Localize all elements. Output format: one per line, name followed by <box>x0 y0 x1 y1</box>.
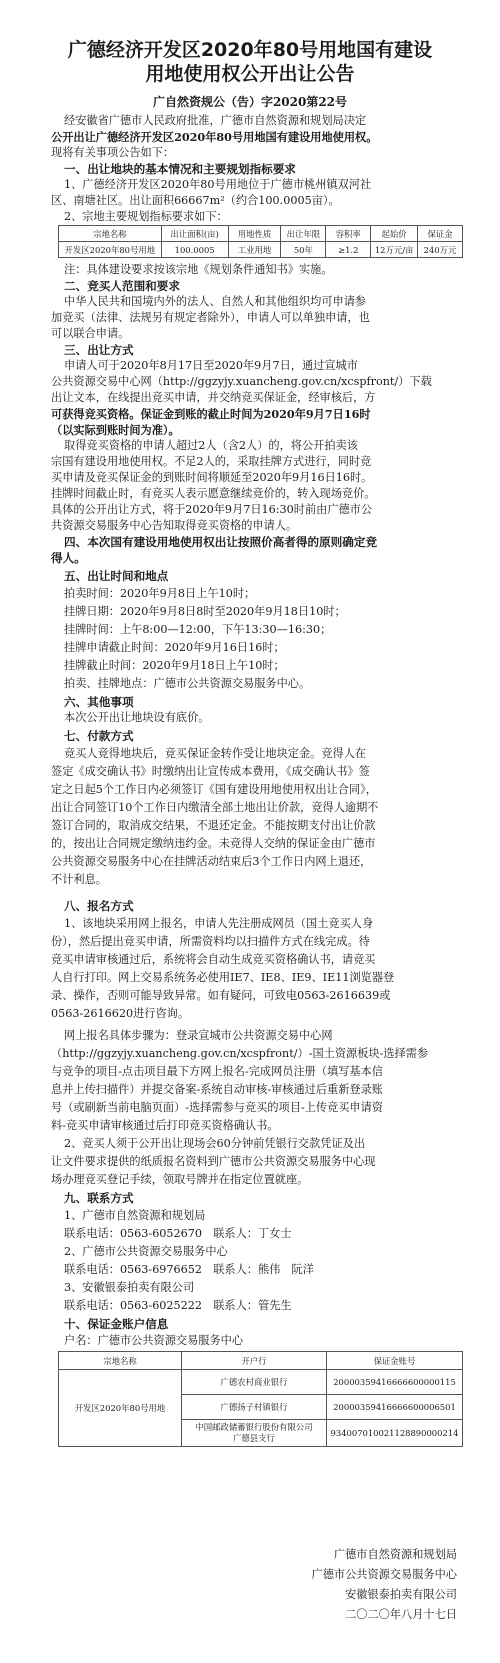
table-header-cell: 宗地名称 <box>59 226 162 242</box>
intro-line: 现将有关事项公告如下： <box>51 146 175 159</box>
section-3-text: 宗国有建设用地使用权。不足2人的，采取挂牌方式进行，同时竞 <box>51 455 372 468</box>
section-8-text: 让文件要求提供的纸质报名资料到广德市公共资源交易服务中心现 <box>51 1155 376 1168</box>
section-3-text: 取得竞买资格的申请人超过2人（含2人）的，将公开拍卖该 <box>64 439 358 452</box>
schedule-item: 挂牌日期：2020年9月8日8时至2020年9月18日10时； <box>64 605 346 618</box>
date-line: 二〇二〇年八月十七日 <box>345 1608 457 1621</box>
table-header-cell: 开户行 <box>182 1352 327 1370</box>
section-10-heading: 十、保证金账户信息 <box>64 1317 169 1331</box>
section-7-text: 签订合同的，取消成交结果，不退还定金。不能按期支付出让价款 <box>51 819 376 832</box>
table-header-cell: 容积率 <box>326 226 371 242</box>
table-cell: 开发区2020年80号用地 <box>59 242 162 258</box>
contact-org: 3、安徽银泰拍卖有限公司 <box>64 1281 195 1294</box>
section-3-text: 挂牌时间截止时，有竞买人表示愿意继续竞价的，转入现场竞价。 <box>51 487 376 500</box>
account-number-cell: 20000359416666600000115 <box>327 1370 463 1395</box>
bank-name-line: 广德县支行 <box>233 1433 275 1443</box>
section-8-text: 竞买申请审核通过后，系统将会自动生成竞买资格确认书，请竞买 <box>51 953 376 966</box>
section-2-text: 可以联合申请。 <box>51 327 130 340</box>
contact-phone: 联系电话：0563-6976652 联系人：熊伟 阮洋 <box>64 1263 314 1276</box>
section-7-text: 竞买人竞得地块后，竞买保证金转作受让地块定金。竞得人在 <box>64 747 367 760</box>
table-header-row <box>59 226 463 242</box>
section-7-heading: 七、付款方式 <box>64 729 134 743</box>
schedule-item: 挂牌申请截止时间：2020年9月16日16时； <box>64 641 285 654</box>
section-8-text: 2、竞买人须于公开出让现场会60分钟前凭银行交款凭证及出 <box>64 1137 366 1150</box>
section-2-heading: 二、竞买人范围和要求 <box>64 279 180 293</box>
section-3-heading: 三、出让方式 <box>64 343 134 357</box>
table-header-cell: 出让年限 <box>281 226 326 242</box>
planning-indicator-table <box>58 225 463 258</box>
section-3-text: 买申请及竞买保证金的到账时间将顺延至2020年9月16日16时。 <box>51 471 373 484</box>
section-9-heading: 九、联系方式 <box>64 1191 134 1205</box>
section-6-text: 本次公开出让地块设有底价。 <box>64 711 210 724</box>
schedule-item: 拍卖时间：2020年9月8日上午10时； <box>64 587 256 600</box>
section-1-text: 2、宗地主要规划指标要求如下： <box>64 210 228 223</box>
section-8-text: 息并上传扫描件）并提交备案-系统自动审核-审核通过后重新登录账 <box>51 1083 383 1096</box>
section-3-text: 出让文本，在线提出竞买申请，并交纳竞买保证金，经审核后，方 <box>51 391 376 404</box>
section-7-text: 不计利息。 <box>51 873 107 886</box>
section-8-heading: 八、报名方式 <box>64 899 134 913</box>
section-8-text: 号（或刷新当前电脑页面）-选择需参与竞买的项目-上传竞买申请资 <box>51 1101 383 1114</box>
section-8-text: 人自行打印。网上交易系统务必使用IE7、IE8、IE9、IE11浏览器登 <box>51 971 395 984</box>
contact-phone: 联系电话：0563-6052670 联系人：丁女士 <box>64 1227 292 1240</box>
table-cell: 工业用地 <box>228 242 281 258</box>
bank-cell: 广德扬子村镇银行 <box>182 1395 327 1420</box>
section-2-text: 加竞买（法律、法规另有规定者除外），申请人可以单独申请，也 <box>51 311 370 324</box>
section-8-text: 0563-2616620进行咨询。 <box>51 1007 190 1020</box>
account-name: 户名：广德市公共资源交易服务中心 <box>64 1334 244 1347</box>
table-row <box>59 242 463 258</box>
page-title-line-2: 用地使用权公开出让公告 <box>145 63 355 85</box>
signature-line: 安徽银泰拍卖有限公司 <box>345 1588 457 1601</box>
table-header-row <box>59 1352 463 1370</box>
section-3-text: 公共资源交易中心网（http://ggzyjy.xuancheng.gov.cn/xcspfront/）下载 <box>51 375 432 388</box>
section-1-text: 区、南塘社区。出让面积66667m²（约合100.0005亩）。 <box>51 194 340 207</box>
table-row <box>59 1370 463 1395</box>
section-7-text: 定之日起5个工作日内必须签订《国有建设用地使用权出让合同》， <box>51 783 377 796</box>
section-8-text: 份），然后提出竞买申请，所需资料均以扫描件方式在线完成。待 <box>51 935 370 948</box>
table-header-cell: 宗地名称 <box>59 1352 182 1370</box>
signature-line: 广德市公共资源交易服务中心 <box>311 1568 457 1581</box>
account-number-cell: 934007010021128890000214 <box>327 1420 463 1447</box>
table-cell: 240万元 <box>418 242 463 258</box>
schedule-item: 拍卖、挂牌地点：广德市公共资源交易服务中心。 <box>64 677 311 690</box>
contact-org: 1、广德市自然资源和规划局 <box>64 1209 206 1222</box>
table-header-cell: 起始价 <box>371 226 418 242</box>
section-1-text: 1、广德经济开发区2020年80号用地位于广德市桃州镇双河社 <box>64 178 372 191</box>
table-cell: 100.0005 <box>161 242 228 258</box>
table-header-cell: 用地性质 <box>228 226 281 242</box>
section-8-text: 料-竞买申请审核通过后打印竞买资格确认书。 <box>51 1119 279 1132</box>
section-7-text: 公共资源交易服务中心在挂牌活动结束后3个工作日内网上退还， <box>51 855 372 868</box>
signature-line: 广德市自然资源和规划局 <box>333 1548 457 1561</box>
section-8-text: （http://ggzyjy.xuancheng.gov.cn/xcspfront/）-国土资源板块-选择需参 <box>51 1047 429 1060</box>
intro-line: 公开出让广德经济开发区2020年80号用地国有建设用地使用权。 <box>51 130 378 144</box>
intro-line: 经安徽省广德市人民政府批准，广德市自然资源和规划局决定 <box>64 114 367 127</box>
section-7-text: 的，按出让合同规定缴纳违约金。未竞得人交纳的保证金由广德市 <box>51 837 376 850</box>
deposit-account-table <box>58 1351 463 1447</box>
section-7-text: 签定《成交确认书》时缴纳出让宣传成本费用，《成交确认书》签 <box>51 765 370 778</box>
section-1-heading: 一、出让地块的基本情况和主要规划指标要求 <box>64 162 296 176</box>
document-number: 广自然资规公（告）字2020第22号 <box>152 95 348 109</box>
section-2-text: 中华人民共和国境内外的法人、自然人和其他组织均可申请参 <box>64 295 367 308</box>
table-header-cell: 保证金 <box>418 226 463 242</box>
section-4-heading: 四、本次国有建设用地使用权出让按照价高者得的原则确定竞 <box>64 535 378 549</box>
section-3-text: 共资源交易服务中心告知取得竞买资格的申请人。 <box>51 519 298 532</box>
section-8-text: 网上报名具体步骤为：登录宣城市公共资源交易中心网 <box>64 1029 333 1042</box>
table-header-cell: 出让面积(亩) <box>161 226 228 242</box>
section-1-note: 注：具体建设要求按该宗地《规划条件通知书》实施。 <box>64 263 333 276</box>
section-6-heading: 六、其他事项 <box>64 695 134 709</box>
page-title-line-1: 广德经济开发区2020年80号用地国有建设 <box>67 39 433 61</box>
schedule-item: 挂牌截止时间：2020年9月18日上午10时； <box>64 659 285 672</box>
table-cell: 50年 <box>281 242 326 258</box>
table-header-cell: 保证金账号 <box>327 1352 463 1370</box>
schedule-item: 挂牌时间：上午8:00—12:00，下午13:30—16:30； <box>64 623 332 636</box>
section-5-heading: 五、出让时间和地点 <box>64 569 169 583</box>
section-7-text: 出让合同签订10个工作日内缴清全部土地出让价款，竞得人逾期不 <box>51 801 379 814</box>
section-8-text: 场办理竞买登记手续，领取号牌并在指定位置就座。 <box>51 1173 309 1186</box>
section-3-text: 具体的公开出让方式，将于2020年9月7日16:30时前由广德市公 <box>51 503 373 516</box>
bank-cell: 广德农村商业银行 <box>182 1370 327 1395</box>
account-number-cell: 20000359416666600006501 <box>327 1395 463 1420</box>
table-cell: ≥1.2 <box>326 242 371 258</box>
section-3-text: （以实际到账时间为准）。 <box>51 423 180 437</box>
section-8-text: 录、操作，否则可能导致异常。如有疑问，可致电0563-2616639或 <box>51 989 391 1002</box>
parcel-name-cell: 开发区2020年80号用地 <box>59 1370 182 1447</box>
section-4-heading: 得人。 <box>51 551 86 565</box>
contact-org: 2、广德市公共资源交易服务中心 <box>64 1245 228 1258</box>
contact-phone: 联系电话：0563-6025222 联系人：管先生 <box>64 1299 292 1312</box>
section-3-text: 可获得竞买资格。保证金到账的截止时间为2020年9月7日16时 <box>51 407 371 421</box>
bank-cell <box>182 1420 327 1447</box>
bank-name-line: 中国邮政储蓄银行股份有限公司 <box>195 1422 313 1432</box>
section-3-text: 申请人可于2020年8月17日至2020年9月7日，通过宣城市 <box>64 359 358 372</box>
table-cell: 12万元/亩 <box>371 242 418 258</box>
section-8-text: 1、该地块采用网上报名，申请人先注册成网员（国土竞买人身 <box>64 917 374 930</box>
section-8-text: 与竞争的项目-点击项目最下方网上报名-完成网员注册（填写基本信 <box>51 1065 383 1078</box>
